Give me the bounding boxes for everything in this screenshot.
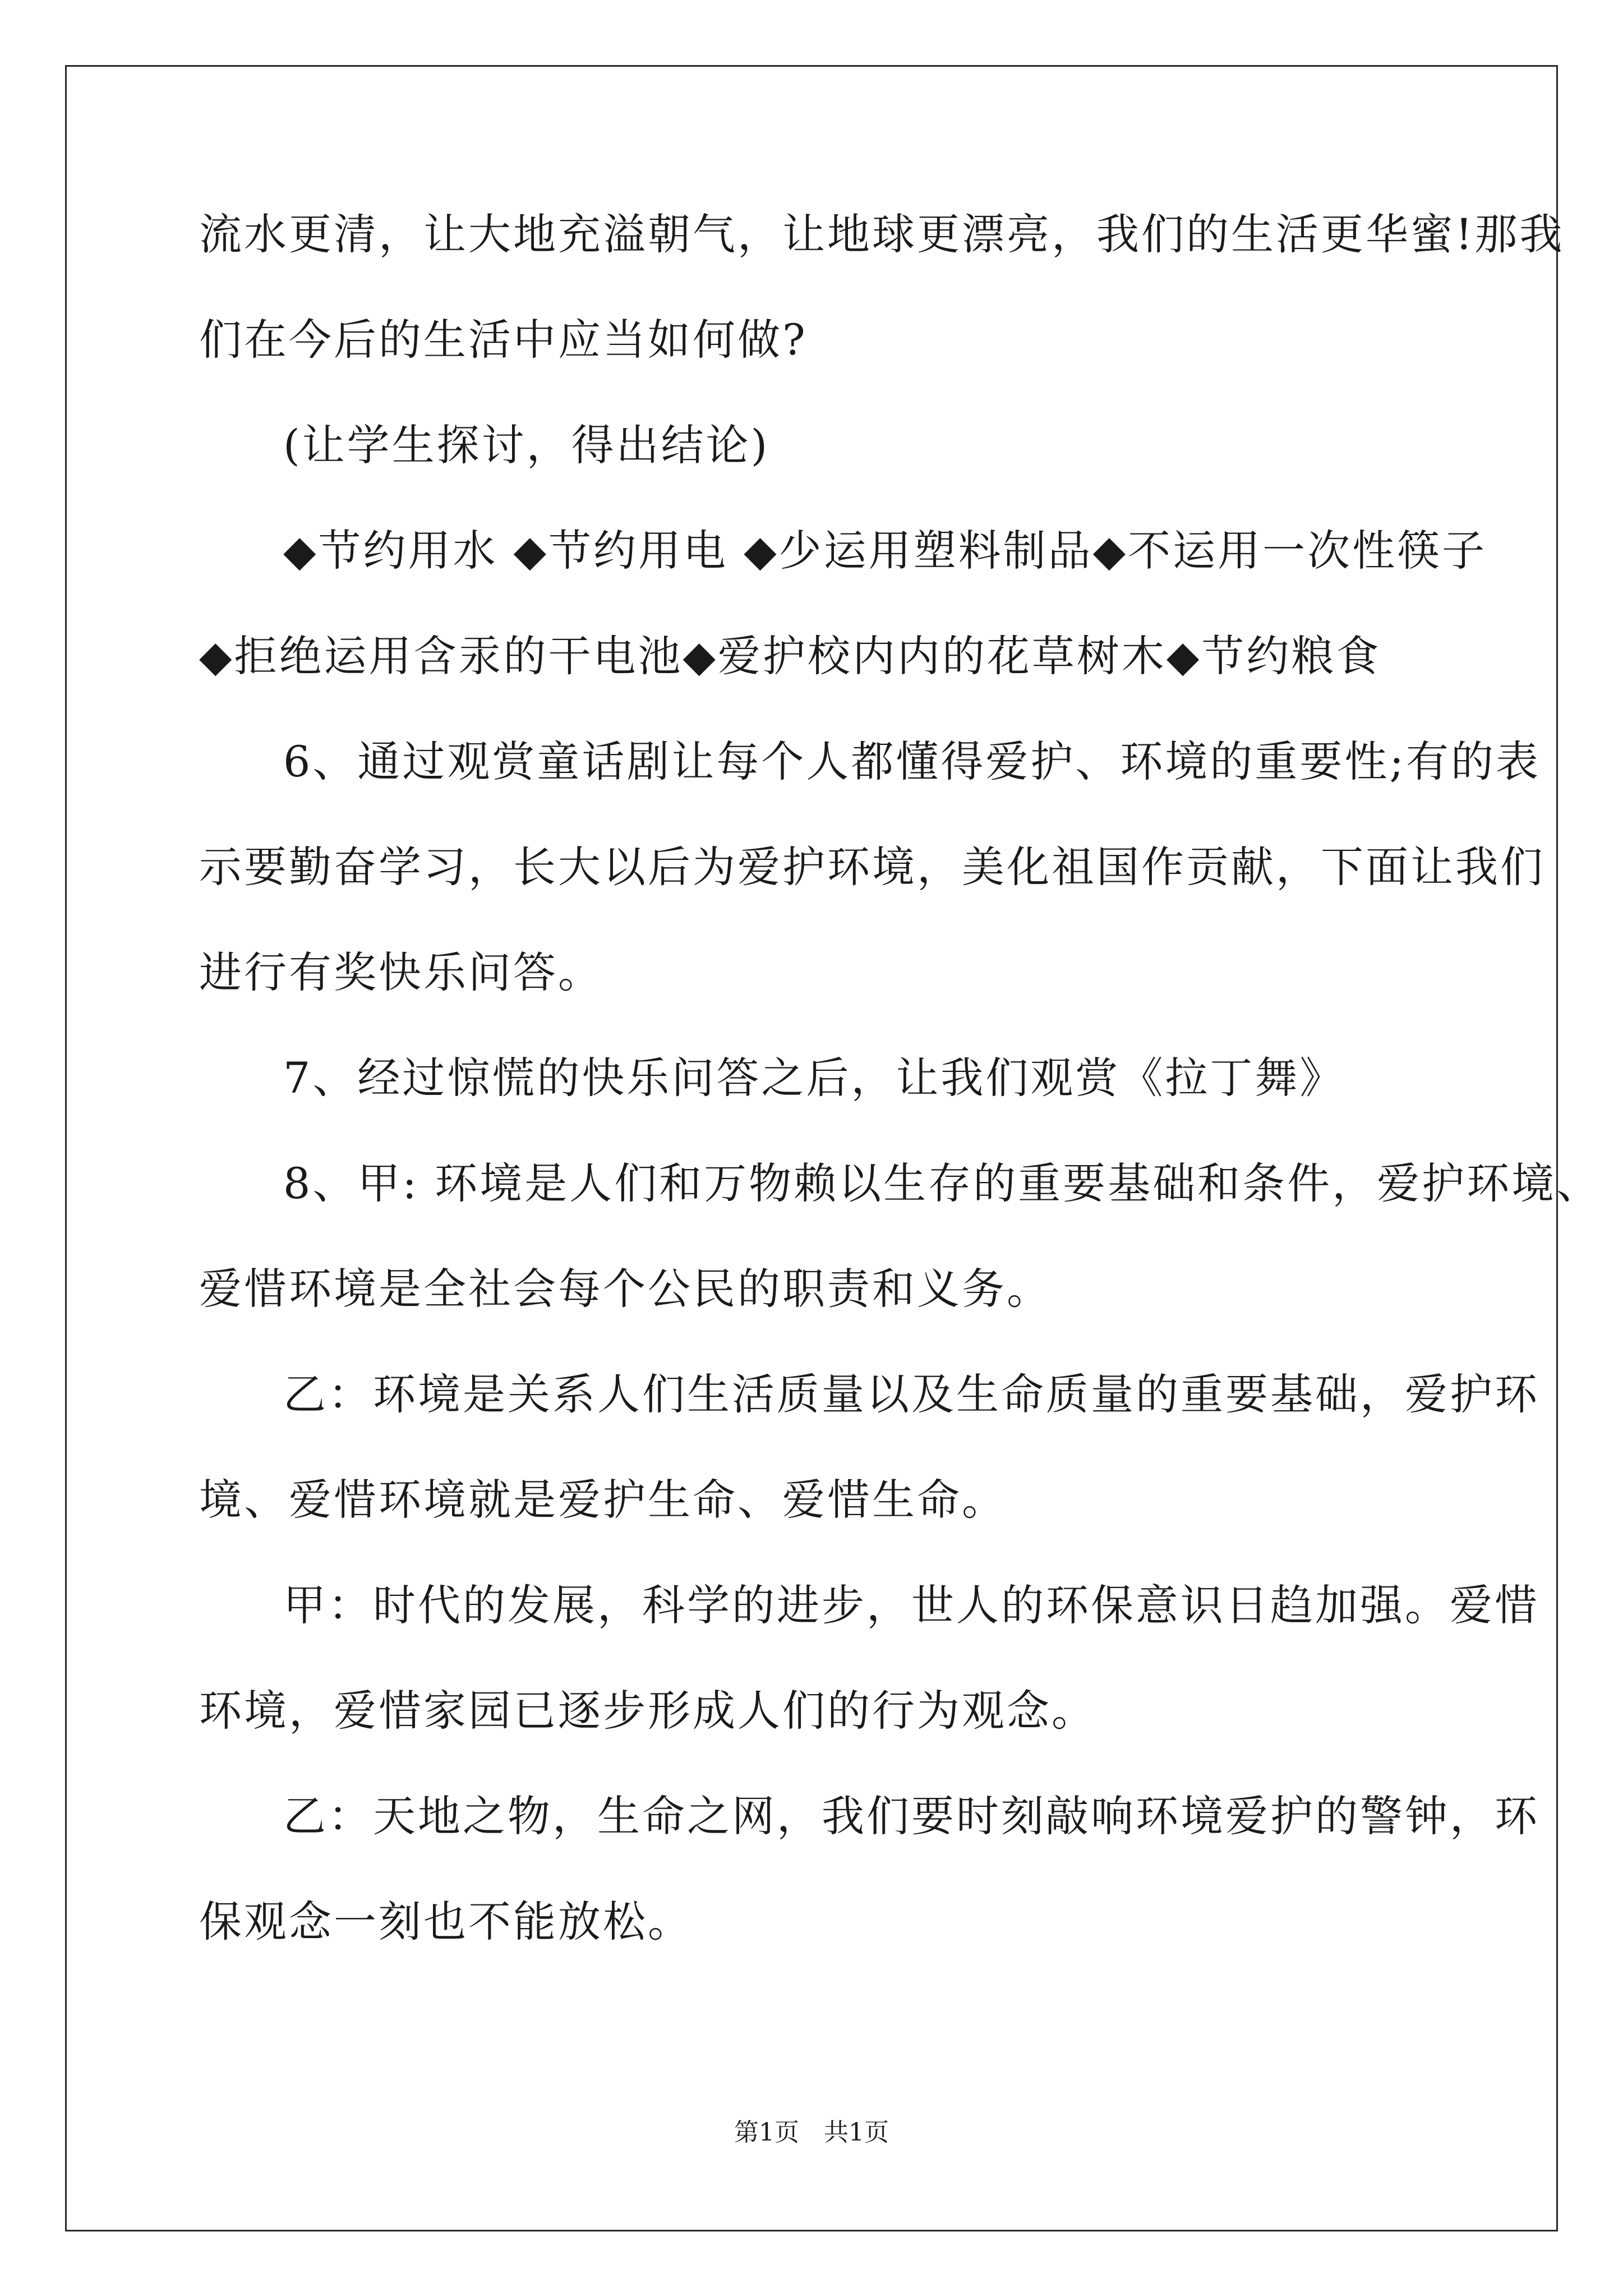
text-line: 境、爱惜环境就是爱护生命、爱惜生命。 bbox=[199, 1475, 1007, 1525]
page-footer: 第1页 共1页 bbox=[734, 2118, 889, 2147]
text-line: 示要勤奋学习，长大以后为爱护环境，美化祖国作贡献，下面让我们 bbox=[199, 842, 1545, 892]
text-line: 进行有奖快乐问答。 bbox=[199, 947, 603, 997]
text-line: 6、通过观赏童话剧让每个人都懂得爱护、环境的重要性;有的表 bbox=[283, 737, 1541, 786]
text-line: 们在今后的生活中应当如何做? bbox=[199, 315, 808, 365]
text-line: 保观念一刻也不能放松。 bbox=[199, 1897, 693, 1947]
text-line: ◆节约用水 ◆节约用电 ◆少运用塑料制品◆不运用一次性筷子 bbox=[283, 526, 1487, 576]
text-line: 甲：时代的发展，科学的进步，世人的环保意识日趋加强。爱惜 bbox=[283, 1580, 1539, 1630]
text-line: 环境，爱惜家园已逐步形成人们的行为观念。 bbox=[199, 1686, 1096, 1736]
document-body bbox=[199, 209, 1602, 2006]
text-line: 乙：天地之物，生命之网，我们要时刻敲响环境爱护的警钟，环 bbox=[283, 1791, 1539, 1841]
text-line: 爱惜环境是全社会每个公民的职责和义务。 bbox=[199, 1264, 1052, 1314]
text-line: ◆拒绝运用含汞的干电池◆爱护校内内的花草树木◆节约粮食 bbox=[199, 631, 1381, 681]
text-line: 7、经过惊慌的快乐问答之后，让我们观赏《拉丁舞》 bbox=[283, 1053, 1345, 1103]
text-line: 流水更清，让大地充溢朝气，让地球更漂亮，我们的生活更华蜜!那我 bbox=[199, 209, 1565, 259]
text-line: 8、甲: 环境是人们和万物赖以生存的重要基础和条件，爱护环境、 bbox=[283, 1158, 1602, 1208]
text-line: 乙：环境是关系人们生活质量以及生命质量的重要基础，爱护环 bbox=[283, 1369, 1539, 1419]
text-line: (让学生探讨，得出结论) bbox=[283, 420, 770, 470]
